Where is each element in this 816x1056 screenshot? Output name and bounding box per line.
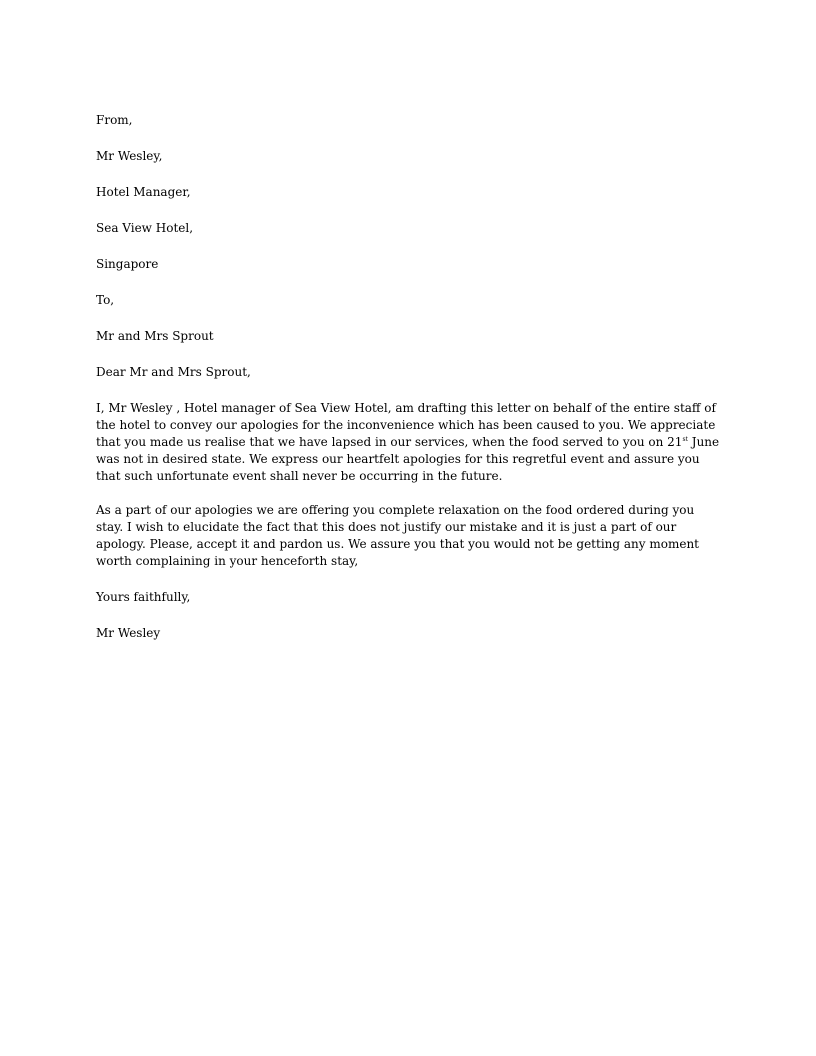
sender-title: Hotel Manager, (96, 185, 191, 199)
from-label: From, (96, 113, 133, 127)
body-paragraph-1 (96, 400, 720, 485)
salutation: Dear Mr and Mrs Sprout, (96, 365, 251, 379)
body-paragraph-1-start: I, Mr Wesley , Hotel manager of Sea View Hotel, am drafting this letter on behalf of the entire staff of the hotel to convey our apologies for the inconvenience which has been caused to you. We appreciate that you made us realise that we have lapsed in our services, when the food served to you on 21 (96, 401, 716, 449)
date-ordinal-suffix: st (682, 436, 688, 443)
recipient-name: Mr and Mrs Sprout (96, 329, 214, 343)
sender-hotel: Sea View Hotel, (96, 221, 194, 235)
body-paragraph-1-end: June was not in desired state. We express our heartfelt apologies for this regretful event and assure you that such unfortunate event shall never be occurring in the future. (96, 435, 720, 483)
to-label: To, (96, 293, 115, 307)
letter-body (96, 112, 720, 661)
sender-name: Mr Wesley, (96, 149, 163, 163)
body-paragraph-2: As a part of our apologies we are offering you complete relaxation on the food ordered during you stay. I wish to elucidate the fact that this does not justify our mistake and it is just a part of our apology. Please, accept it and pardon us. We assure you that you would not be getting any moment worth complaining in your henceforth stay, (96, 503, 699, 568)
closing: Yours faithfully, (96, 590, 191, 604)
sender-city: Singapore (96, 257, 159, 271)
signature: Mr Wesley (96, 626, 161, 640)
